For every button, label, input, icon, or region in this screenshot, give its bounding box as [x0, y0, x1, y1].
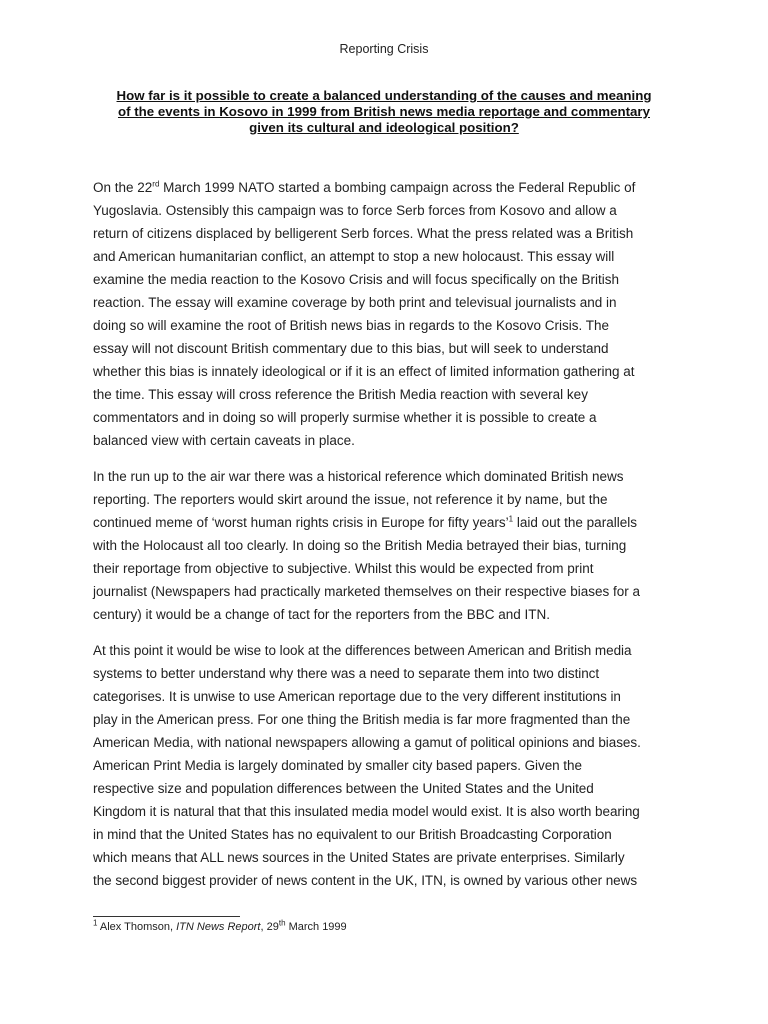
body-line: play in the American press. For one thing the British media is far more fragmented than the [93, 712, 631, 727]
body-line: essay will not discount British commentary due to this bias, but will seek to understand [93, 341, 609, 356]
footnote-reference: 1 [508, 514, 514, 524]
footnote-author: Alex Thomson, [97, 921, 177, 933]
body-line: American Print Media is largely dominated by smaller city based papers. Given the [93, 758, 582, 773]
body-line: Kingdom it is natural that that this insulated media model would exist. It is also worth bearing [93, 804, 640, 819]
body-line: whether this bias is innately ideological or if it is an effect of limited information gathering at [93, 364, 635, 379]
body-line: and American humanitarian conflict, an attempt to stop a new holocaust. This essay will [93, 249, 615, 264]
body-line: the time. This essay will cross reference the British Media reaction with several key [93, 387, 588, 402]
title-line: of the events in Kosovo in 1999 from British news media reportage and commentary [117, 104, 650, 119]
body-line: with the Holocaust all too clearly. In doing so the British Media betrayed their bias, turning [93, 538, 627, 553]
body-line: In the run up to the air war there was a historical reference which dominated British news [93, 469, 624, 484]
body-line: century) it would be a change of tact for the reporters from the BBC and ITN. [93, 607, 550, 622]
superscript: th [278, 918, 286, 928]
paragraph-intro [93, 176, 673, 452]
body-line: At this point it would be wise to look at the differences between American and British media [93, 643, 632, 658]
body-line: continued meme of ‘worst human rights crisis in Europe for fifty years’$^1$ laid out the parallels [93, 514, 637, 530]
body-line: balanced view with certain caveats in place. [93, 433, 355, 448]
footnote-source: ITN News Report [176, 921, 261, 933]
body-line: journalist (Newspapers had practically marketed themselves on their respective biases for a [93, 584, 641, 599]
body-line: reaction. The essay will examine coverage by both print and televisual journalists and in [93, 295, 617, 310]
body-line: American Media, with national newspapers allowing a gamut of political opinions and biases. [93, 735, 641, 750]
body-line: systems to better understand why there was a need to separate them into two distinct [93, 666, 600, 681]
paragraph-media-systems [93, 639, 673, 892]
paragraph-holocaust-reference [93, 465, 673, 626]
body-line: On the 22rd March 1999 NATO started a bombing campaign across the Federal Republic of [93, 179, 636, 195]
title-line: given its cultural and ideological position? [249, 120, 519, 135]
footnote: $^1$ Alex Thomson, ITN News Report, 29th March 1999 [93, 918, 347, 933]
body-line: their reportage from objective to subjective. Whilst this would be expected from print [93, 561, 594, 576]
body-line: the second biggest provider of news content in the UK, ITN, is owned by various other news [93, 873, 638, 888]
title-line: How far is it possible to create a balanced understanding of the causes and meaning [116, 88, 652, 103]
body-line: which means that ALL news sources in the United States are private enterprises. Similarly [93, 850, 625, 865]
body-line: return of citizens displaced by belligerent Serb forces. What the press related was a British [93, 226, 634, 241]
superscript: rd [152, 179, 160, 189]
body-line: doing so will examine the root of British news bias in regards to the Kosovo Crisis. The [93, 318, 609, 333]
body-line: respective size and population differences between the United States and the United [93, 781, 594, 796]
essay-body [93, 176, 673, 905]
footnote-separator [93, 916, 240, 917]
body-line: commentators and in doing so will properly surmise whether it is possible to create a [93, 410, 597, 425]
footnote-marker: 1 [93, 918, 98, 928]
running-header: Reporting Crisis [339, 42, 429, 56]
body-line: reporting. The reporters would skirt around the issue, not reference it by name, but the [93, 492, 608, 507]
body-line: in mind that the United States has no equivalent to our British Broadcasting Corporation [93, 827, 612, 842]
body-line: examine the media reaction to the Kosovo Crisis and will focus specifically on the British [93, 272, 619, 287]
body-line: categorises. It is unwise to use American reportage due to the very different institutions in [93, 689, 621, 704]
essay-title [92, 88, 676, 136]
body-line: Yugoslavia. Ostensibly this campaign was to force Serb forces from Kosovo and allow a [93, 203, 617, 218]
